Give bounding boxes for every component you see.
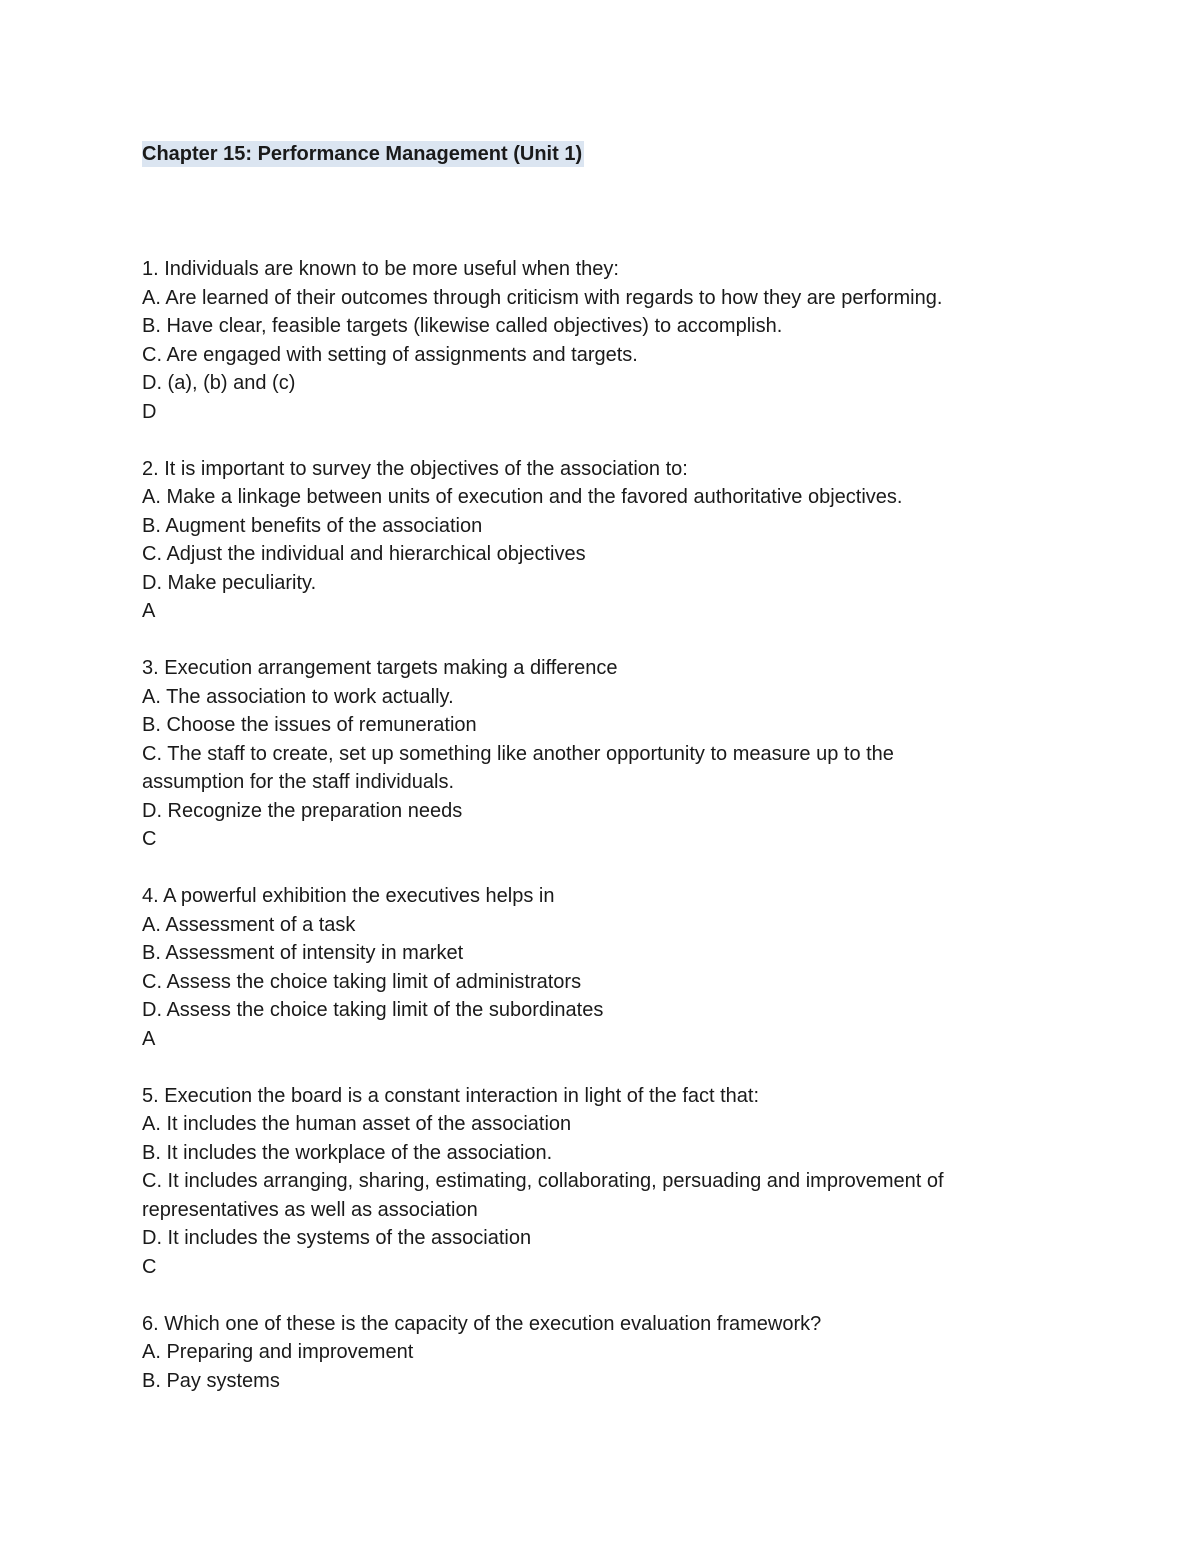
question-4 [142,882,1042,1053]
question-2 [142,455,1042,626]
question-option: D. Recognize the preparation needs [142,799,463,822]
question-option: A. The association to work actually. [142,685,454,708]
question-option: A. Preparing and improvement [142,1341,414,1363]
question-1 [142,255,1042,426]
question-6 [142,1310,1042,1396]
question-stem: 6. Which one of these is the capacity of the execution evaluation framework? [142,1312,822,1335]
question-option: C. Assess the choice taking limit of administrators [142,970,582,993]
question-stem: 1. Individuals are known to be more useful when they: [142,258,619,280]
question-option: C. The staff to create, set up something like another opportunity to measure up to the [142,742,894,765]
question-stem: 4. A powerful exhibition the executives helps in [142,885,555,907]
question-3 [142,654,1042,854]
question-answer: A [142,1027,156,1050]
question-option: D. (a), (b) and (c) [142,372,296,394]
question-option: B. Pay systems [142,1369,280,1392]
question-answer: C [142,1255,157,1278]
question-answer: D [142,400,157,423]
question-option: C. Are engaged with setting of assignments and targets. [142,343,638,366]
question-option: D. Assess the choice taking limit of the subordinates [142,999,604,1021]
question-option: B. Choose the issues of remuneration [142,714,477,736]
question-option: A. It includes the human asset of the association [142,1113,572,1135]
question-option: B. Have clear, feasible targets (likewise called objectives) to accomplish. [142,315,783,337]
question-answer: C [142,828,157,850]
question-option: B. Augment benefits of the association [142,514,483,537]
question-list [142,255,1042,1424]
question-option: A. Are learned of their outcomes through criticism with regards to how they are performing. [142,286,943,309]
question-option-continued: representatives as well as association [142,1198,478,1221]
question-option: A. Assessment of a task [142,913,356,936]
question-option: D. It includes the systems of the association [142,1227,532,1249]
question-answer: A [142,600,156,622]
document-title: Chapter 15: Performance Management (Unit 1) [142,143,583,165]
question-stem: 5. Execution the board is a constant interaction in light of the fact that: [142,1084,760,1107]
question-stem: 2. It is important to survey the objectives of the association to: [142,457,688,480]
question-option: C. It includes arranging, sharing, estimating, collaborating, persuading and improvement of [142,1170,944,1192]
question-option: A. Make a linkage between units of execution and the favored authoritative objectives. [142,486,903,508]
question-5 [142,1082,1042,1282]
question-option: B. It includes the workplace of the association. [142,1141,553,1164]
question-stem: 3. Execution arrangement targets making a difference [142,657,618,679]
question-option: C. Adjust the individual and hierarchical objectives [142,543,586,565]
question-option: B. Assessment of intensity in market [142,942,464,964]
question-option: D. Make peculiarity. [142,571,317,594]
question-option-continued: assumption for the staff individuals. [142,771,455,793]
